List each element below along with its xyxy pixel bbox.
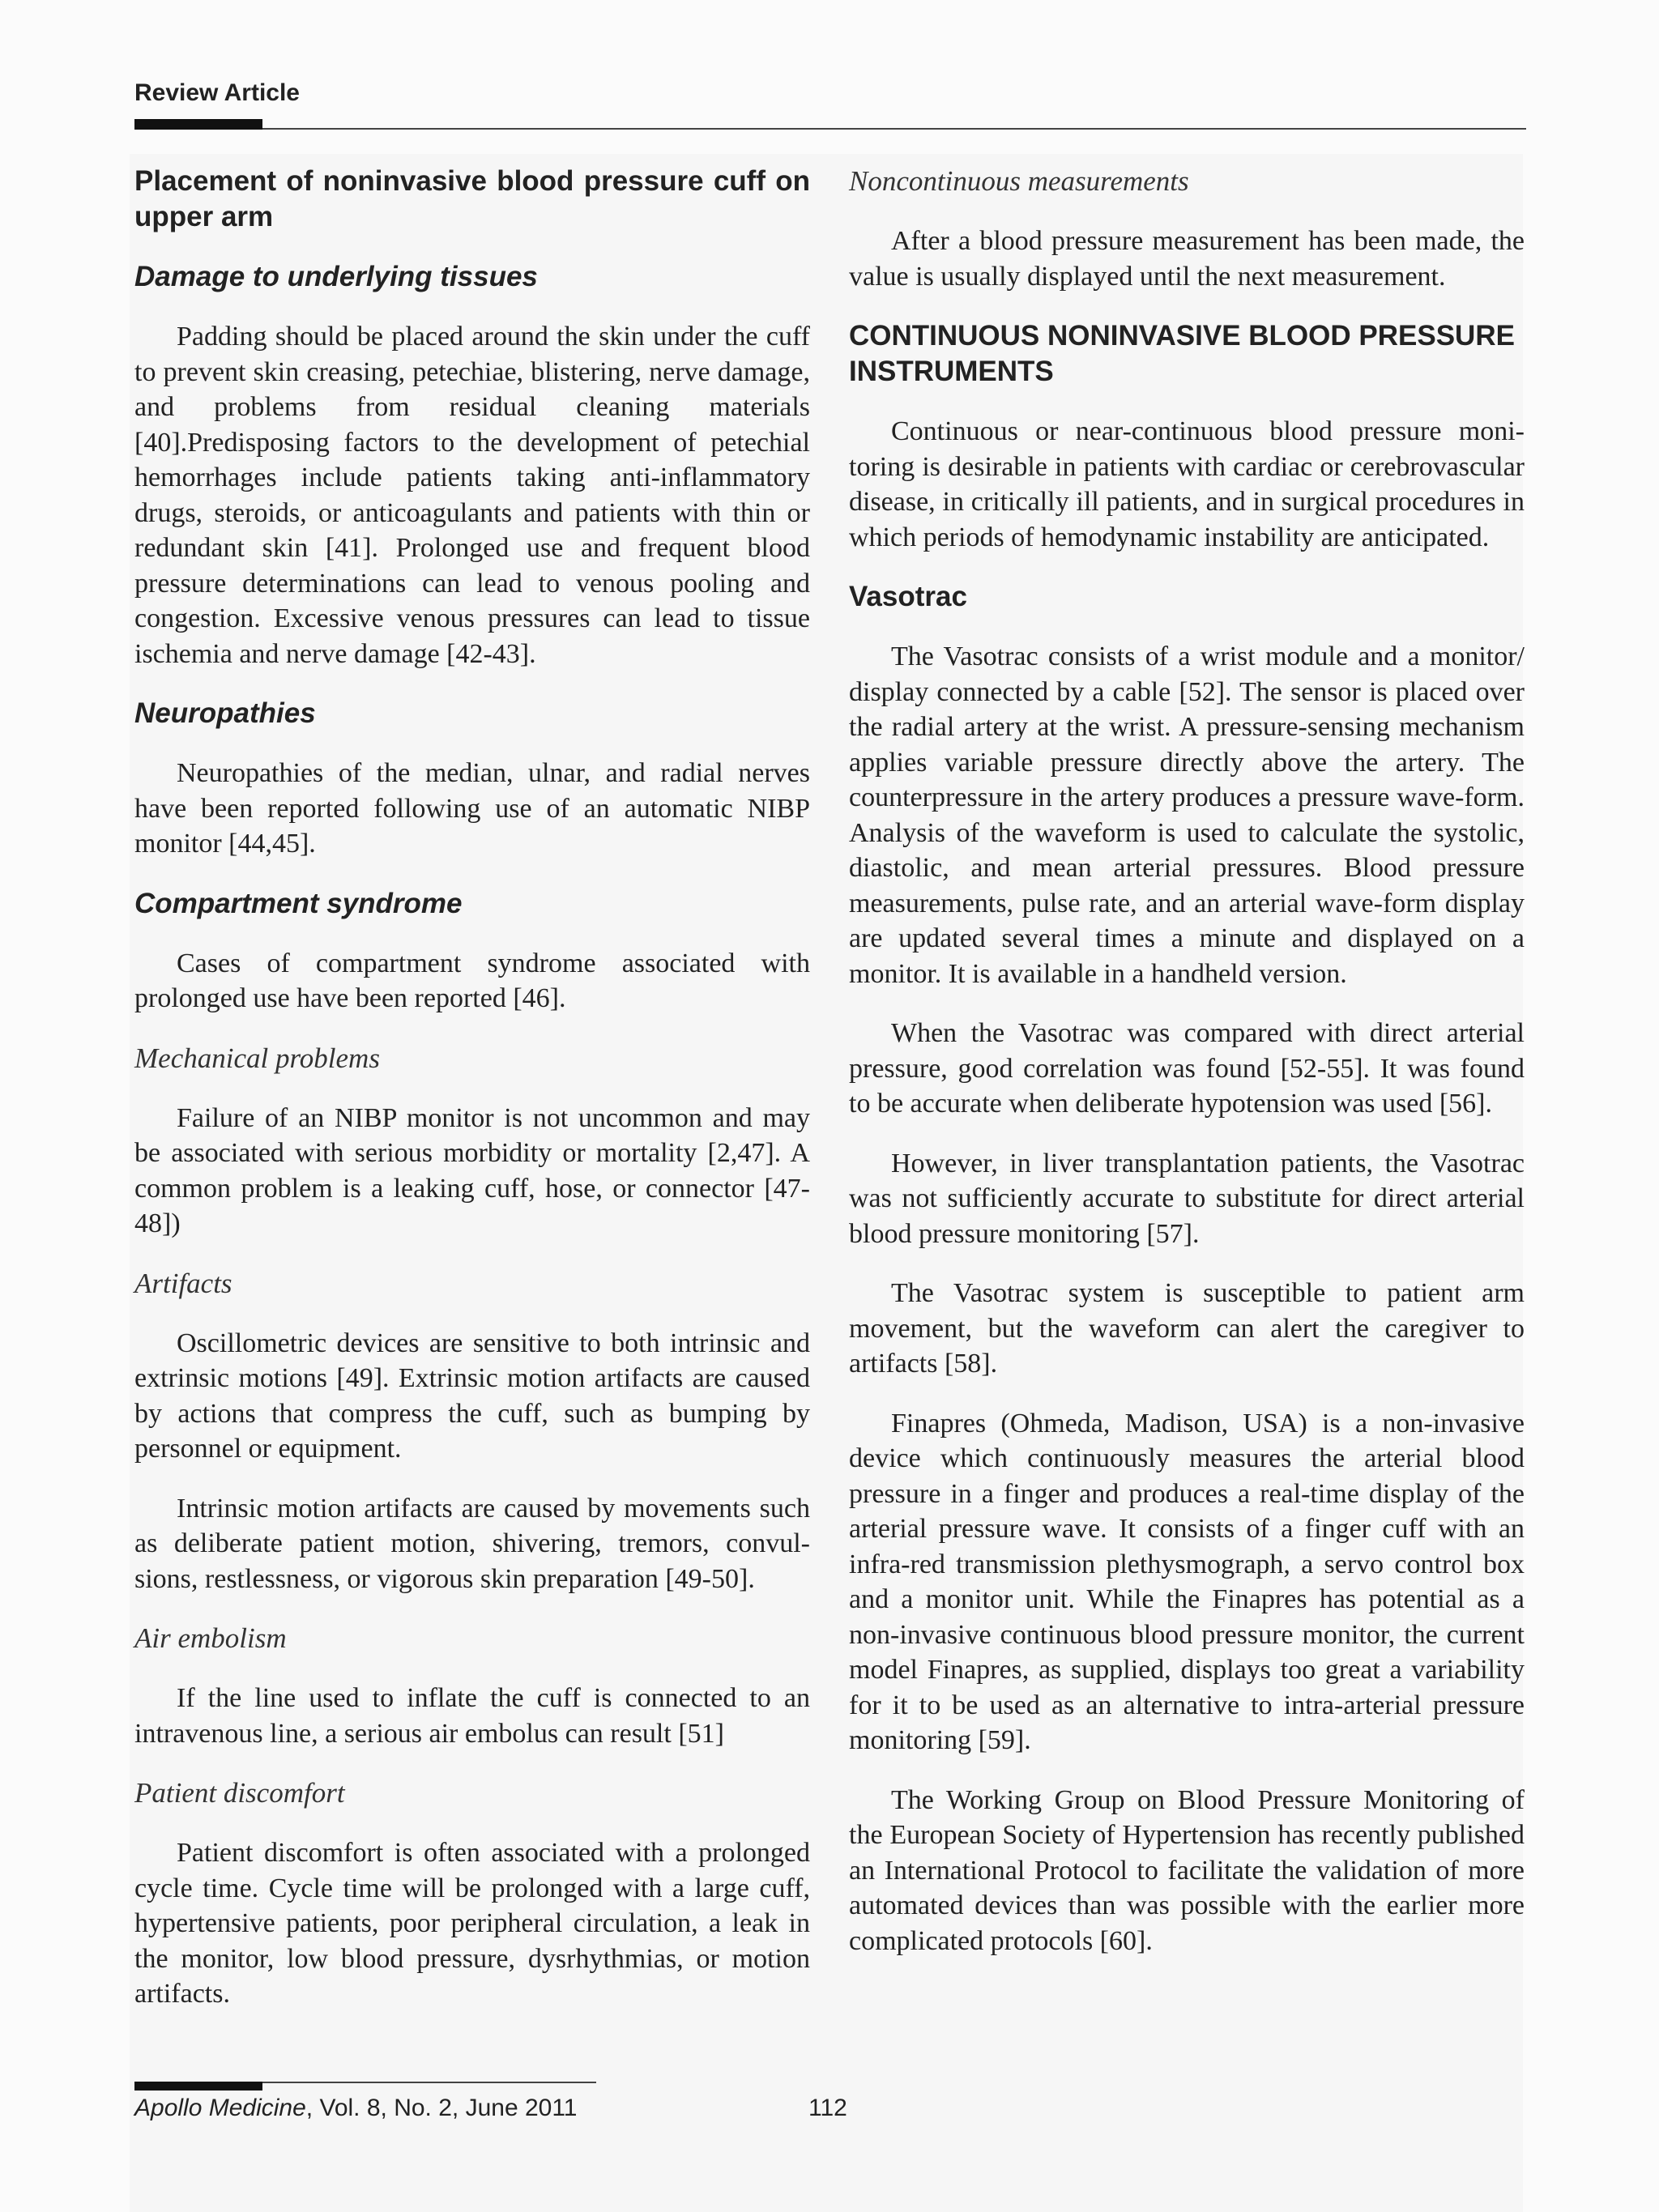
paragraph-neuropathies: Neuropathies of the median, ulnar, and radial nerves have been reported following use of an automatic NIBP monitor [44,45]. <box>134 758 810 859</box>
paragraph-patient-discomfort: Patient discomfort is often associated with a prolonged cycle time. Cycle time will be prolonged with a large cuff, hypertensive patients, poor peripheral circulation, a leak in the monitor, low blood pressure, dysrhythmias, or motion artifacts. <box>134 1838 810 2009</box>
paragraph-vasotrac-comparison: When the Vasotrac was compared with direct arterial pressure, good correlation was found [52-55]. It was found to be accurate when deliberate hypotension was used [56]. <box>849 1018 1525 1119</box>
heading-damage-tissues: Damage to underlying tissues <box>134 261 538 292</box>
paragraph-working-group: The Working Group on Blood Pressure Monitoring of the European Society of Hypertension has recently published an International Protocol to facilitate the validation of more automated devices than was possible with the earlier more complicated protocols [60]. <box>849 1784 1525 1956</box>
footer-accent-bar <box>134 2082 262 2091</box>
heading-noncontinuous: Noncontinuous measurements <box>849 165 1189 197</box>
left-column <box>134 164 810 2036</box>
header-accent-bar <box>134 119 262 130</box>
heading-artifacts: Artifacts <box>134 1267 232 1299</box>
paragraph-vasotrac-movement: The Vasotrac system is susceptible to patient arm movement, but the waveform can alert the caregiver to artifacts [58]. <box>849 1278 1525 1379</box>
page-number: 112 <box>808 2095 847 2121</box>
heading-mechanical-problems: Mechanical problems <box>134 1042 380 1074</box>
paragraph-air-embolism: If the line used to inflate the cuff is connected to an intravenous line, a serious air embolus can result [51] <box>134 1683 810 1749</box>
header-rule <box>134 128 1526 130</box>
heading-patient-discomfort: Patient discomfort <box>134 1777 345 1809</box>
paragraph-artifacts-intrinsic: Intrinsic motion artifacts are caused by movements such as deliberate patient motion, shivering, tremors, convul-sions, restlessness, or vigorous skin preparation [49-50]. <box>134 1493 810 1594</box>
journal-volume-info: , Vol. 8, No. 2, June 2011 <box>305 2095 578 2121</box>
footer-citation <box>134 2095 577 2122</box>
paragraph-damage-tissues: Padding should be placed around the skin under the cuff to prevent skin creasing, petechiae, blistering, nerve damage, and problems from residual cleaning materials [40].Predisposing factors to the development of petechial hemorrhages include patients taking anti-inflammatory drugs, steroids, or anticoagulants and patients with thin or redundant skin [41]. Prolonged use and frequent blood pressure determinations can lead to venous pooling and congestion. Excessive venous pressures can lead to tissue ischemia and nerve damage [42-43]. <box>134 322 810 669</box>
article-type-label: Review Article <box>134 79 300 106</box>
journal-name: Apollo Medicine <box>134 2095 306 2121</box>
paragraph-compartment-syndrome: Cases of compartment syndrome associated with prolonged use have been reported [46]. <box>134 948 810 1013</box>
heading-continuous-instruments: CONTINUOUS NONINVASIVE BLOOD PRESSURE INSTRUMENTS <box>849 320 1515 387</box>
paragraph-continuous-instruments: Continuous or near-continuous blood pressure moni-toring is desirable in patients with cardiac or cerebrovascular disease, in critically ill patients, and in surgical procedures in which periods of hemodynamic instability are anticipated. <box>849 416 1525 552</box>
paragraph-mechanical-problems: Failure of an NIBP monitor is not uncommon and may be associated with serious morbidity or mortality [2,47]. A common problem is a leaking cuff, hose, or connector [47-48]) <box>134 1102 810 1238</box>
heading-compartment-syndrome: Compartment syndrome <box>134 887 463 919</box>
right-column <box>849 164 1525 1983</box>
heading-air-embolism: Air embolism <box>134 1622 287 1654</box>
paragraph-vasotrac-liver: However, in liver transplantation patients, the Vasotrac was not sufficiently accurate to substitute for direct arterial blood pressure monitoring [57]. <box>849 1148 1525 1249</box>
heading-vasotrac: Vasotrac <box>849 581 967 612</box>
heading-neuropathies: Neuropathies <box>134 697 316 729</box>
paragraph-noncontinuous: After a blood pressure measurement has been made, the value is usually displayed until the next measurement. <box>849 226 1525 292</box>
section-title-cuff-placement: Placement of noninvasive blood pressure cuff on upper arm <box>134 165 810 232</box>
paragraph-artifacts-extrinsic: Oscillometric devices are sensitive to both intrinsic and extrinsic motions [49]. Extrinsic motion artifacts are caused by actions that compress the cuff, such as bumping by personnel or equipment. <box>134 1328 810 1464</box>
paragraph-vasotrac-description: The Vasotrac consists of a wrist module and a monitor/ display connected by a cable [52]. The sensor is placed over the radial artery at the wrist. A pressure-sensing mechanism applies variable pressure directly above the artery. The counterpressure in the artery produces a pressure wave-form. Analysis of the waveform is used to calculate the systolic, diastolic, and mean arterial pressures. Blood pressure measurements, pulse rate, and an arterial wave-form display are updated several times a minute and displayed on a monitor. It is available in a handheld version. <box>849 641 1525 989</box>
paragraph-finapres: Finapres (Ohmeda, Madison, USA) is a non-invasive device which continuously measures the arterial blood pressure in a finger and produces a real-time display of the arterial pressure wave. It consists of a finger cuff with an infra-red transmission plethysmograph, a servo control box and a monitor unit. While the Finapres has potential as a non-invasive continuous blood pressure monitor, the current model Finapres, as supplied, displays too great a variability for it to be used as an alternative to intra-arterial pressure monitoring [59]. <box>849 1408 1525 1755</box>
